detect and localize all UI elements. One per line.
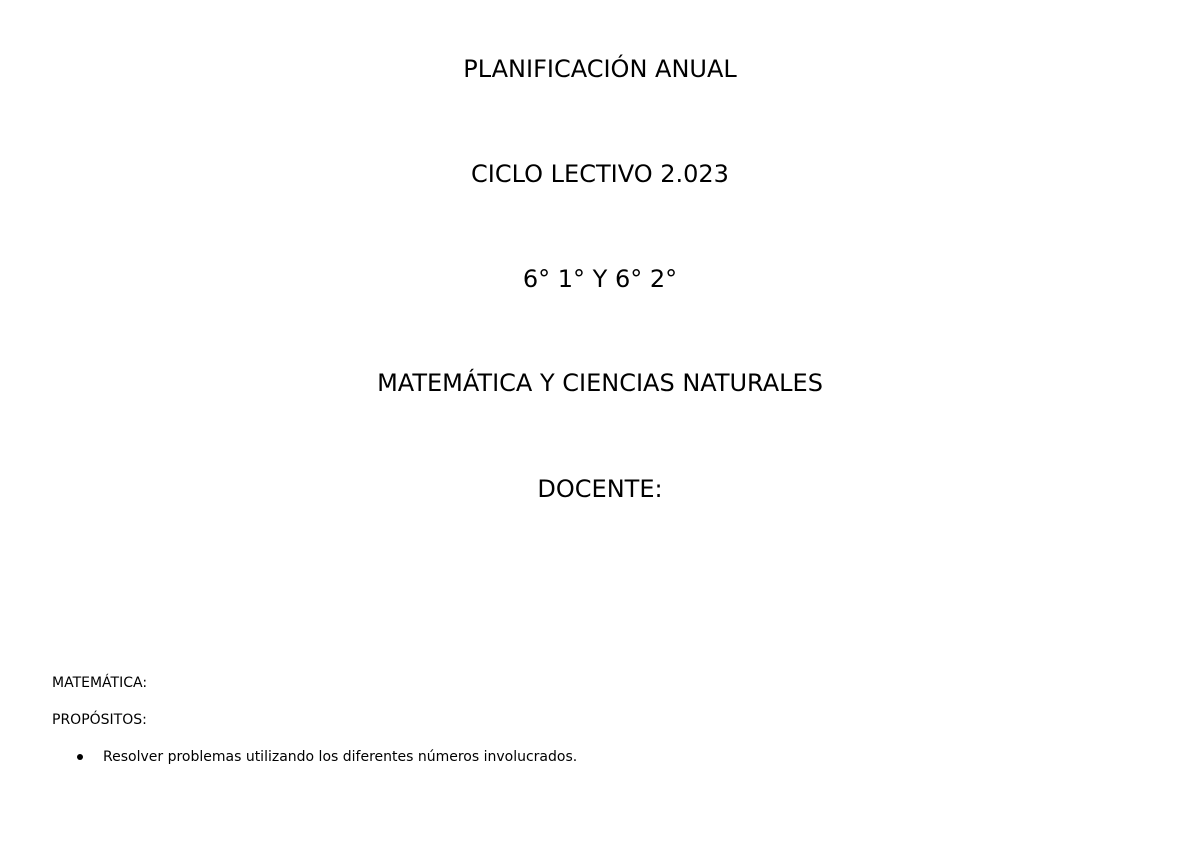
list-item-text: Resolver problemas utilizando los diferentes números involucrados. (103, 749, 578, 765)
purposes-list (0, 748, 577, 766)
grades: 6° 1° Y 6° 2° (522, 265, 678, 293)
subject-heading: MATEMÁTICA: (52, 675, 148, 691)
list-item (0, 748, 577, 766)
teacher-label: DOCENTE: (537, 475, 663, 503)
school-cycle: CICLO LECTIVO 2.023 (471, 160, 729, 188)
subjects: MATEMÁTICA Y CIENCIAS NATURALES (377, 369, 823, 397)
purposes-heading: PROPÓSITOS: (52, 712, 147, 728)
document-title: PLANIFICACIÓN ANUAL (463, 55, 737, 83)
bullet-icon (77, 754, 83, 760)
